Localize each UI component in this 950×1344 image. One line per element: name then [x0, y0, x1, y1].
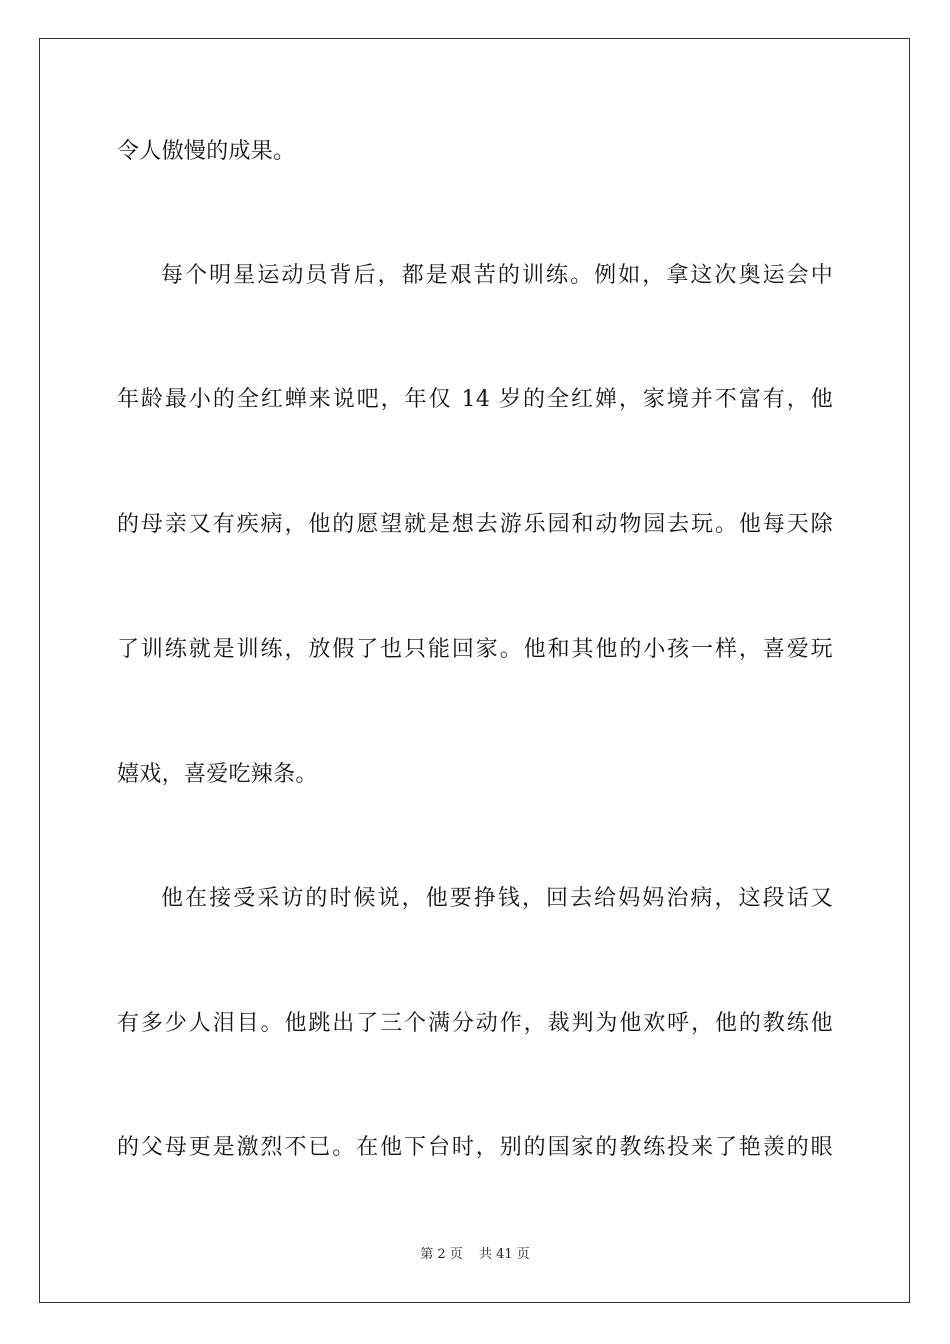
text-line-8: 有多少人泪目。他跳出了三个满分动作，裁判为他欢呼，他的教练他 [117, 1011, 833, 1036]
page-border [39, 38, 910, 1303]
text-line-2: 每个明星运动员背后，都是艰苦的训练。例如，拿这次奥运会中 [161, 263, 833, 288]
text-line-4: 的母亲又有疾病，他的愿望就是想去游乐园和动物园去玩。他每天除 [117, 512, 833, 537]
text-line-9: 的父母更是激烈不已。在他下台时，别的国家的教练投来了艳羡的眼 [117, 1135, 833, 1160]
page-footer [0, 1246, 950, 1264]
page-number: 第 2 页 [420, 1247, 463, 1262]
text-line-7: 他在接受采访的时候说，他要挣钱，回去给妈妈治病，这段话又 [161, 886, 833, 911]
text-line-6: 嬉戏，喜爱吃辣条。 [117, 762, 318, 787]
page-total: 共 41 页 [478, 1247, 530, 1262]
text-line-1: 令人傲慢的成果。 [117, 139, 296, 164]
text-line-3: 年龄最小的全红蝉来说吧，年仅 14 岁的全红婵，家境并不富有，他 [117, 387, 833, 412]
text-line-5: 了训练就是训练，放假了也只能回家。他和其他的小孩一样，喜爱玩 [117, 637, 833, 662]
